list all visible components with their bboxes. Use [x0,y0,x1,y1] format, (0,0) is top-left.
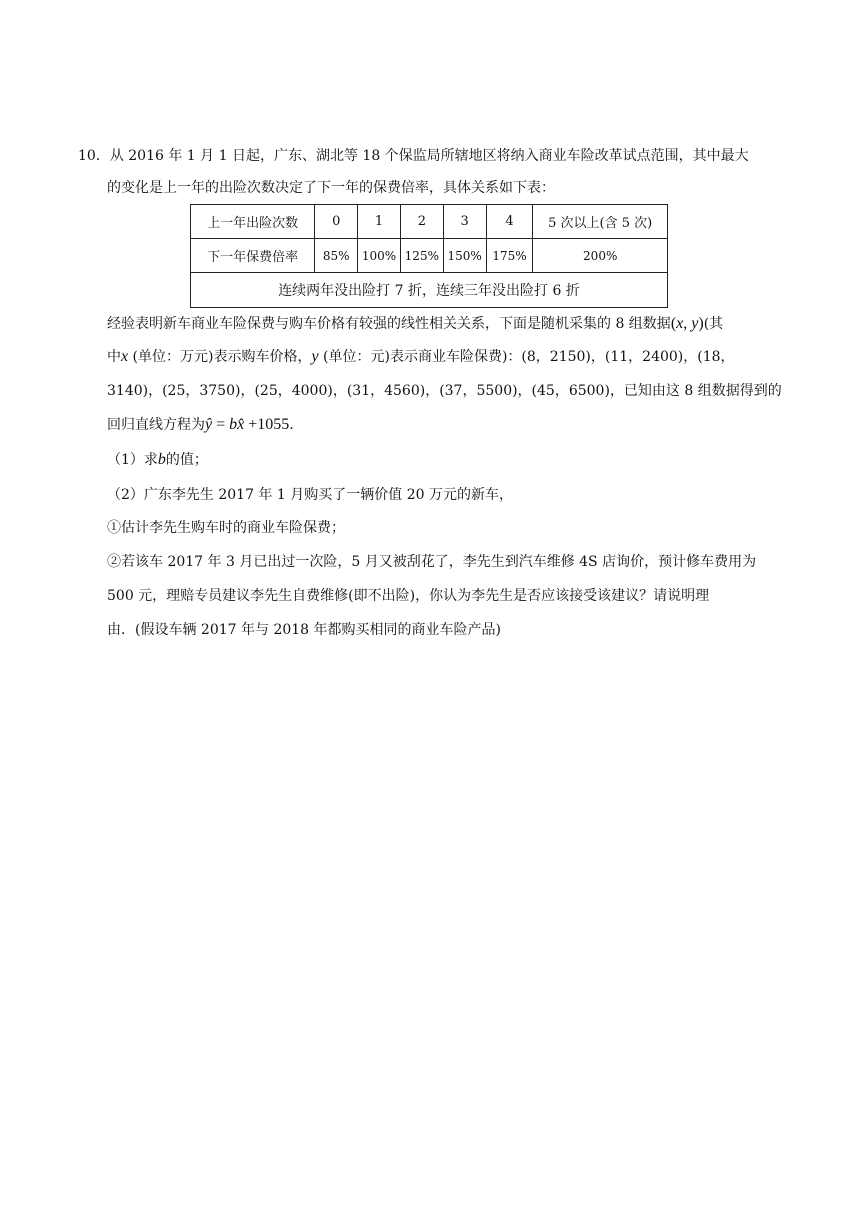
table-cell: 85% [315,239,358,273]
body-line4 [107,415,303,435]
question-first-line [78,146,749,166]
table-cell: 1 [358,205,401,239]
math-comma: , [683,315,692,332]
body-line3: 3140)，(25，3750)，(25，4000)，(31，4560)，(37，5500)，(45，6500)，已知由这 8 组数据得到的 [107,383,782,399]
math-var-y: y [311,348,319,365]
math-paren: ) [698,315,704,332]
math-y-hat: ŷ [205,416,213,433]
table-note: 连续两年没出险打 7 折，连续三年没出险打 6 折 [191,273,668,308]
math-var-b: b [229,416,238,433]
body-text: (单位：元)表示商业车险保费)：(8，2150)，(11，2400)，(18， [318,349,735,365]
part-1 [107,450,208,470]
part-2-i: ①估计李先生购车时的商业车险保费； [107,520,345,536]
body-text: (单位：万元)表示购车价格， [128,349,312,365]
table-header-label: 上一年出险次数 [191,205,315,239]
body-text: 回归直线方程为 [107,417,205,433]
table-cell: 200% [533,239,668,273]
table-cell: 175% [486,239,533,273]
table-row-note [191,273,668,308]
math-x-hat: x̂ [237,416,245,433]
math-var-x: x [121,348,129,365]
math-paren: ( [670,315,677,332]
table-cell: 125% [400,239,443,273]
table-row-rates [191,239,668,273]
table-cell: 0 [315,205,358,239]
math-var-x: x [676,315,684,332]
math-var-y: y [691,315,699,332]
table-row-claims [191,205,668,239]
question-intro-line2: 的变化是上一年的出险次数决定了下一年的保费倍率，具体关系如下表： [107,180,555,196]
question-number: 10． [78,148,110,164]
math-var-b: b [157,451,166,468]
part-text: （1）求 [107,452,158,468]
table-cell: 3 [443,205,486,239]
premium-rate-table [190,204,668,308]
part-2-ii-line1: ②若该车 2017 年 3 月已出过一次险，5 月又被刮花了，李先生到汽车维修 4S 店询价，预计修车费用为 [107,554,757,570]
part-2-ii-line2: 500 元，理赔专员建议李先生自费维修(即不出险)，你认为李先生是否应该接受该建议？请说明理 [107,588,710,604]
table-cell: 150% [443,239,486,273]
body-text: ． [289,417,304,433]
math-constant: +1055 [244,416,290,433]
table-cell: 100% [358,239,401,273]
part-2: （2）广东李先生 2017 年 1 月购买了一辆价值 20 万元的新车， [107,487,513,503]
table-cell: 4 [486,205,533,239]
question-intro-line1: 从 2016 年 1 月 1 日起，广东、湖北等 18 个保监局所辖地区将纳入商业车险改革试点范围，其中最大 [109,148,749,164]
body-line2 [107,347,735,367]
table-cell: 2 [400,205,443,239]
body-text: 经验表明新车商业车险保费与购车价格有较强的线性相关关系，下面是随机采集的 8 组数据 [107,316,671,332]
math-equals: = [212,416,230,433]
part-text: 的值； [165,452,208,468]
body-text: 中 [107,349,121,365]
table-cell: 5 次以上(含 5 次) [533,205,668,239]
body-line1 [107,314,723,334]
part-2-ii-line3: 由．(假设车辆 2017 年与 2018 年都购买相同的商业车险产品) [107,622,501,638]
body-text: (其 [703,316,724,332]
table-row-label: 下一年保费倍率 [191,239,315,273]
